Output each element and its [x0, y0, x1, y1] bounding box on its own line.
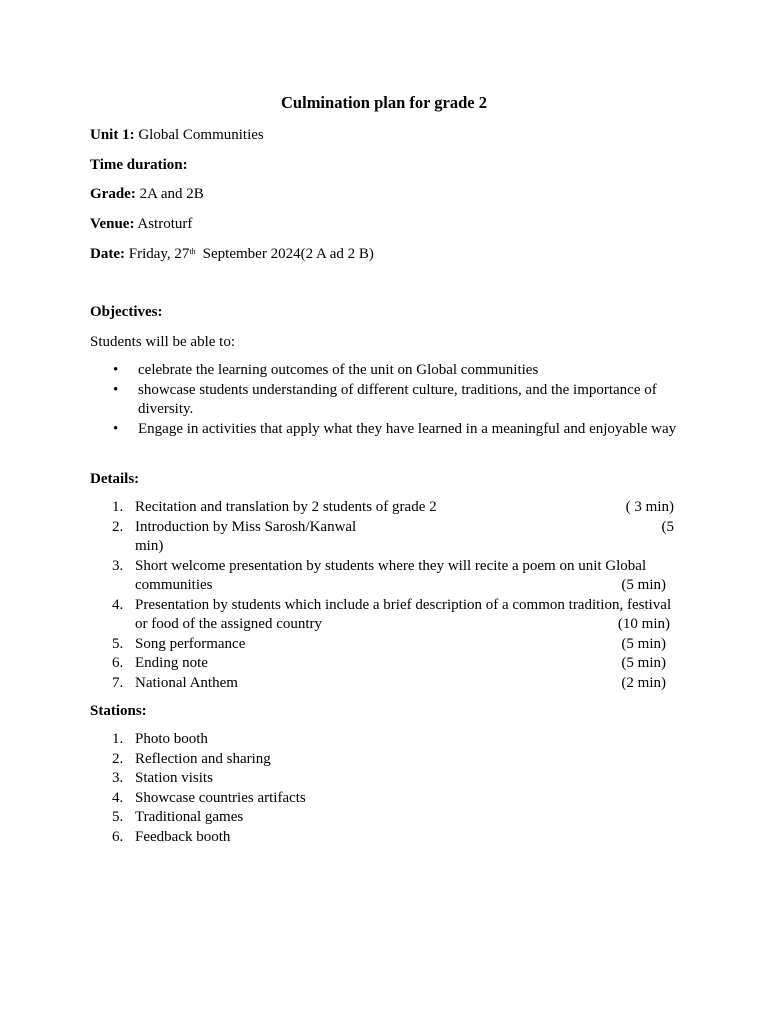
list-item — [90, 420, 680, 440]
item-text: National Anthem — [135, 674, 238, 691]
item-number: 3. — [112, 557, 124, 574]
item-number: 2. — [112, 750, 124, 767]
item-text: Song performance — [135, 635, 246, 652]
item-duration: ( 3 min) — [625, 499, 674, 515]
list-item — [90, 381, 680, 420]
objective-text: celebrate the learning outcomes of the unit on Global communities — [138, 362, 539, 378]
list-item — [90, 750, 674, 770]
item-number: 1. — [112, 731, 124, 747]
item-duration: (10 min) — [617, 616, 670, 632]
bullet-icon: • — [113, 420, 119, 437]
item-number: 7. — [112, 674, 124, 691]
item-duration: (5 min) — [621, 635, 666, 652]
list-item — [90, 828, 674, 848]
document-title: Culmination plan for grade 2 — [281, 93, 487, 112]
details-list — [90, 498, 674, 693]
item-duration: (2 min) — [621, 674, 666, 691]
item-number: 4. — [112, 789, 124, 806]
item-number: 6. — [112, 828, 124, 845]
list-item — [90, 769, 674, 789]
list-item — [90, 596, 674, 635]
list-item — [90, 557, 674, 596]
item-text: Photo booth — [135, 731, 208, 747]
item-number: 2. — [112, 518, 124, 535]
item-number: 1. — [112, 499, 124, 515]
objectives-heading: Objectives: — [90, 304, 163, 320]
list-item — [90, 361, 680, 381]
time-duration-label: Time duration: — [90, 157, 188, 173]
item-text: Recitation and translation by 2 students of grade 2 — [135, 499, 437, 515]
date-line — [90, 244, 374, 264]
item-duration-continued: min) — [135, 538, 164, 554]
list-item — [90, 789, 674, 809]
item-text: Traditional games — [135, 809, 244, 825]
item-text: Station visits — [135, 770, 213, 786]
item-duration: (5 min) — [621, 577, 666, 593]
item-duration-wrap — [662, 518, 675, 538]
date-superscript: th — [189, 247, 196, 256]
venue-label: Venue: — [90, 216, 135, 232]
bullet-icon: • — [113, 381, 119, 398]
item-number: 5. — [112, 809, 124, 825]
item-number: 5. — [112, 635, 124, 652]
objectives-intro: Students will be able to: — [90, 334, 235, 350]
stations-list — [90, 730, 674, 847]
date-value-month: September 2024(2 A ad 2 B) — [202, 246, 374, 262]
objective-text: showcase students understanding of different culture, traditions, and the importance of diversity. — [138, 381, 657, 417]
item-text: Showcase countries artifacts — [135, 789, 306, 806]
objective-text: Engage in activities that apply what they have learned in a meaningful and enjoyable way — [138, 420, 677, 437]
item-text: Reflection and sharing — [135, 750, 271, 767]
details-heading: Details: — [90, 471, 140, 487]
item-duration: (5 min) — [621, 655, 666, 671]
list-item — [90, 498, 674, 518]
unit-value: Global Communities — [138, 127, 264, 143]
venue-value: Astroturf — [137, 216, 193, 232]
item-text: Short welcome presentation by students where they will recite a poem on unit Global communities — [135, 557, 647, 593]
date-value-day: Friday, 27 — [128, 246, 190, 262]
item-number: 6. — [112, 655, 124, 671]
list-item — [90, 808, 674, 828]
unit-line — [90, 125, 264, 145]
item-duration: (5 — [661, 518, 674, 535]
grade-value: 2A and 2B — [139, 186, 204, 202]
item-number: 3. — [112, 770, 124, 786]
item-text: Presentation by students which include a brief description of a common tradition, festival or food of the assigned country — [135, 596, 672, 632]
date-label: Date: — [90, 246, 125, 262]
list-item — [90, 518, 674, 557]
item-text: Ending note — [135, 655, 208, 671]
list-item — [90, 730, 674, 750]
venue-line — [90, 214, 192, 234]
objectives-list — [90, 361, 680, 439]
list-item — [90, 674, 674, 694]
stations-heading: Stations: — [90, 703, 147, 719]
item-text: Introduction by Miss Sarosh/Kanwal — [135, 518, 357, 535]
grade-label: Grade: — [90, 186, 136, 202]
list-item — [90, 635, 674, 655]
grade-line — [90, 184, 204, 204]
list-item — [90, 654, 674, 674]
time-duration-line — [90, 155, 188, 175]
item-number: 4. — [112, 596, 124, 613]
unit-label: Unit 1: — [90, 127, 135, 143]
item-text: Feedback booth — [135, 828, 231, 845]
bullet-icon: • — [113, 362, 119, 378]
